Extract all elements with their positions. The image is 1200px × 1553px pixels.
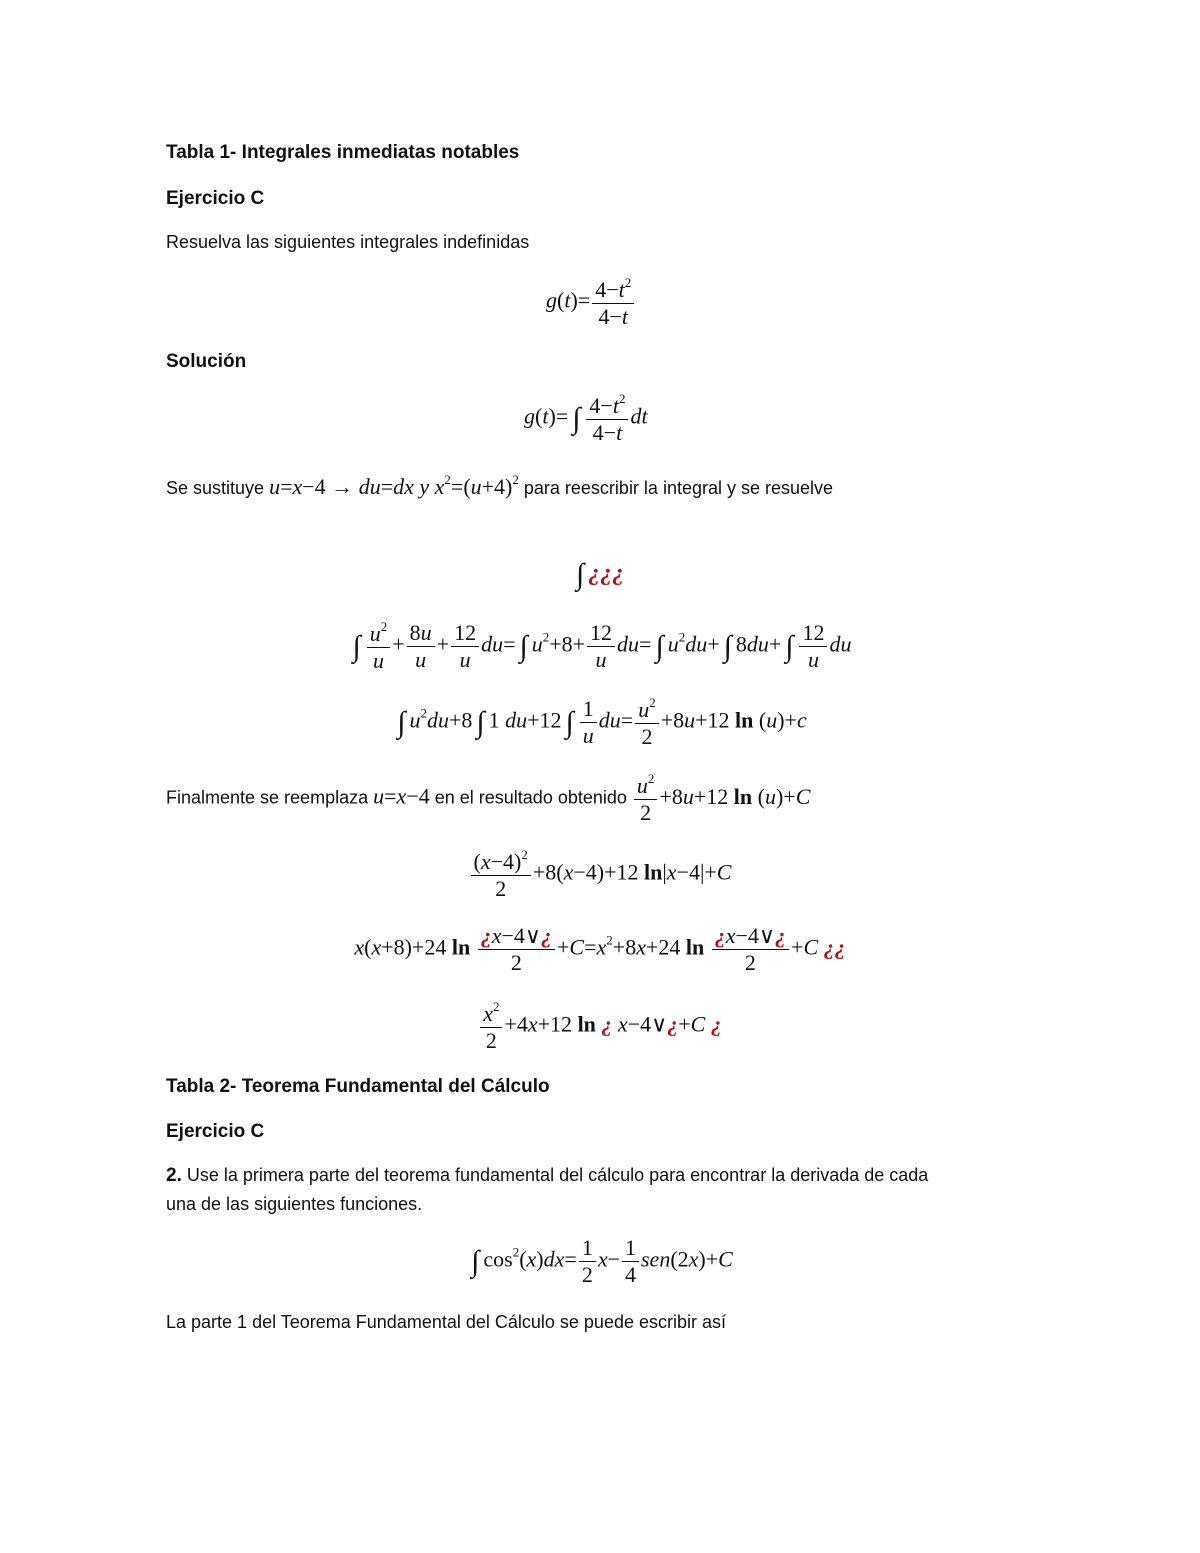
- item-number: 2.: [166, 1165, 182, 1186]
- substitution-math: u=x−4 → du=dx y $x^2=(u+4)^2$: [269, 472, 519, 499]
- equation-simplified: x(x+8)+24 ln $\frac{¿x-4\vee¿}{2}$ $+C=x^2+8x+24$ ln $\frac{¿x-4\vee¿}{2}$ +C ¿¿: [354, 923, 846, 976]
- instruction-2-line-2: una de las siguientes funciones.: [166, 1194, 423, 1214]
- replace-middle: en el resultado obtenido: [434, 787, 627, 808]
- equation-g-integral: g(t)= ∫ $\frac{4-t^2}{4-t}$ dt: [524, 391, 648, 446]
- substitution-line: [166, 472, 833, 500]
- equation-substituted-back: $\frac{(x-4)^2}{2}$ +8(x−4)+12 ln|x−4|+C: [0, 848, 1200, 901]
- replace-line: [166, 772, 810, 825]
- replace-prefix: Finalmente se reemplaza: [166, 787, 369, 808]
- instruction-2-text: Use la primera parte del teorema fundamental del cálculo para encontrar la derivada de cada: [186, 1165, 929, 1185]
- equation-g-definition: g(t)= $\frac{4-t^2}{4-t}$: [546, 276, 636, 329]
- equation-expanded-integral: ∫ $\frac{u^2}{u}$ + $\frac{8u}{u}$ + $\frac{12}{u}$ du= ∫ $u^2+8+$ $\frac{12}{u}$ du= ∫ $u^2du+$ ∫ 8du+ ∫ $\frac{12}{u}$ du: [352, 619, 852, 674]
- equation-cos-squared: ∫ $\cos^2(x)dx=$ $\frac{1}{2}$ x− $\frac{1}{4}$ sen(2x)+C: [471, 1235, 733, 1288]
- replace-math-result: $\frac{u^2}{2}$ +8u+12 ln (u)+C: [632, 784, 810, 809]
- closing-paragraph: La parte 1 del Teorema Fundamental del Cálculo se puede escribir así: [166, 1312, 726, 1332]
- exercise-label-2: Ejercicio C: [166, 1121, 265, 1142]
- equation-broken-integral: ∫ ¿¿¿: [576, 558, 625, 591]
- equation-final: $\frac{x^2}{2}$ +4x+12 ln ¿ x−4∨¿+C ¿: [0, 1000, 1200, 1053]
- substitution-suffix: para reescribir la integral y se resuelve: [523, 478, 834, 498]
- replace-math-u: u=x−4: [373, 783, 430, 809]
- instruction-2-line-1: [166, 1165, 928, 1187]
- heading-tabla-2: Tabla 2- Teorema Fundamental del Cálculo: [166, 1076, 550, 1097]
- substitution-prefix: Se sustituye: [166, 478, 265, 498]
- instruction-1: Resuelva las siguientes integrales indefinidas: [166, 232, 530, 252]
- heading-tabla-1: Tabla 1- Integrales inmediatas notables: [166, 142, 520, 163]
- exercise-label-1: Ejercicio C: [166, 188, 265, 209]
- equation-integrated: ∫ $u^2du+8$ ∫ 1 du+12 ∫ $\frac{1}{u}$ du= $\frac{u^2}{2}$ +8u+12 ln (u)+c: [397, 695, 807, 750]
- solution-heading: Solución: [166, 351, 247, 372]
